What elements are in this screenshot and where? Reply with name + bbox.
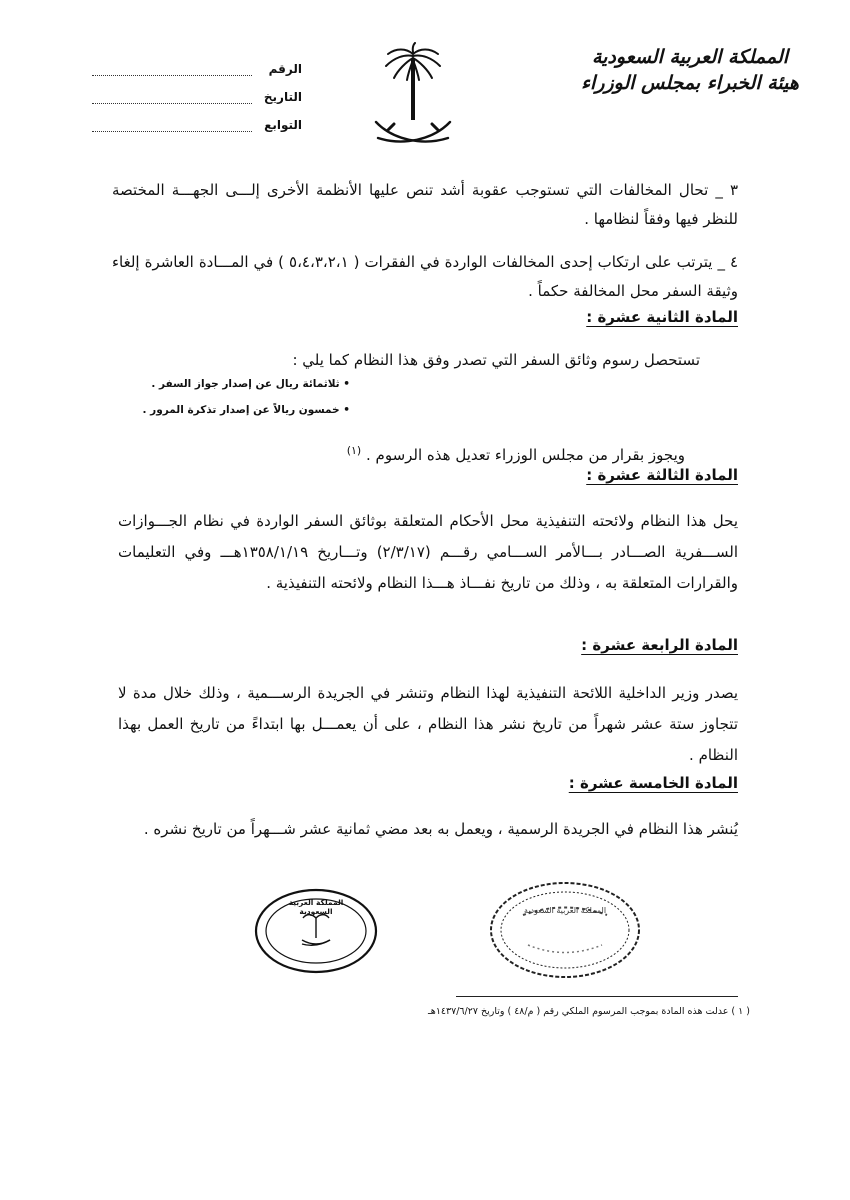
clause-4: ٤ _ يترتب على ارتكاب إحدى المخالفات الواردة في الفقرات ( ٥،٤،٣،٢،١ ) في المـــادة العاشرة إلغاء وثيقة السفر محل المخالفة حكماً .: [112, 253, 738, 300]
stamp-left-text: المملكة العربية السعودية: [288, 898, 344, 916]
number-field[interactable]: [92, 74, 252, 76]
fee-item-text: ثلاثمائة ريال عن إصدار جواز السفر .: [151, 378, 340, 390]
bullet-dot-icon: •: [339, 404, 350, 416]
footnote-reference[interactable]: (١): [346, 444, 362, 457]
org-line-1: المملكة العربية السعودية: [591, 46, 789, 68]
clause-3: ٣ _ تحال المخالفات التي تستوجب عقوبة أشد تنص عليها الأنظمة الأخرى إلـــى الجهـــة المختصة للنظر فيها وفقاً لنظامها .: [112, 181, 738, 228]
official-stamp-right: [488, 880, 642, 980]
official-stamp-left: [254, 888, 378, 974]
article-12-intro: تستحصل رسوم وثائق السفر التي تصدر وفق هذا النظام كما يلي :: [292, 351, 700, 369]
attachments-label: التوابع: [264, 118, 302, 132]
article-12-closing: [347, 436, 685, 470]
fee-item-passport: [151, 378, 350, 390]
article-12-closing-text: ويجوز بقرار من مجلس الوزراء تعديل هذه الرسوم .: [366, 446, 685, 464]
reference-fields: [92, 62, 302, 142]
number-label: الرقم: [268, 62, 302, 76]
org-line-2: هيئة الخبراء بمجلس الوزراء: [581, 72, 799, 94]
fee-item-pass-ticket: [143, 404, 351, 416]
article-13-text: يحل هذا النظام ولائحته التنفيذية محل الأحكام المتعلقة بوثائق السفر الواردة في نظام الجـــوازات الســـفرية الصـــادر بـــالأمر الســـامي رقـــم (٢/٣/١٧) وتـــاريخ ١٣٥٨/١/١٩هـــ وفي التعليمات والقرارات المتعلقة به ، وذلك من تاريخ نفـــاذ هـــذا النظام ولائحته التنفيذية .: [118, 512, 738, 592]
attachments-field[interactable]: [92, 130, 252, 132]
organization-name: [570, 44, 810, 96]
article-12-heading: المادة الثانية عشرة :: [586, 308, 738, 326]
article-15-text: يُنشر هذا النظام في الجريدة الرسمية ، ويعمل به بعد مضي ثمانية عشر شـــهراً من تاريخ نشره .: [143, 820, 738, 838]
fee-item-text: خمسون ريالاً عن إصدار تذكرة المرور .: [142, 404, 340, 416]
article-14-heading: المادة الرابعة عشرة :: [581, 636, 738, 654]
article-13-heading: المادة الثالثة عشرة :: [586, 466, 738, 484]
bullet-dot-icon: •: [339, 378, 350, 390]
article-15-heading: المادة الخامسة عشرة :: [568, 774, 738, 792]
date-field[interactable]: [92, 102, 252, 104]
palm-swords-emblem-icon: [368, 42, 458, 157]
footnote-text: ( ١ ) عدلت هذه المادة بموجب المرسوم الملكي رقم ( م/٤٨ ) وتاريخ ١٤٣٧/٦/٢٧هـ: [428, 1006, 750, 1017]
stamp-right-text: المملكة العربية السعودية: [523, 906, 607, 915]
date-label: التاريخ: [263, 90, 302, 104]
article-14-text: يصدر وزير الداخلية اللائحة التنفيذية لهذا النظام وتنشر في الجريدة الرســـمية ، وذلك خلال مدة لا تتجاوز ستة عشر شهراً من تاريخ نشر هذا النظام ، على أن يعمـــل بها ابتداءً من تاريخ العمل بهذا النظام .: [118, 684, 738, 764]
footnote-separator: [456, 996, 738, 997]
